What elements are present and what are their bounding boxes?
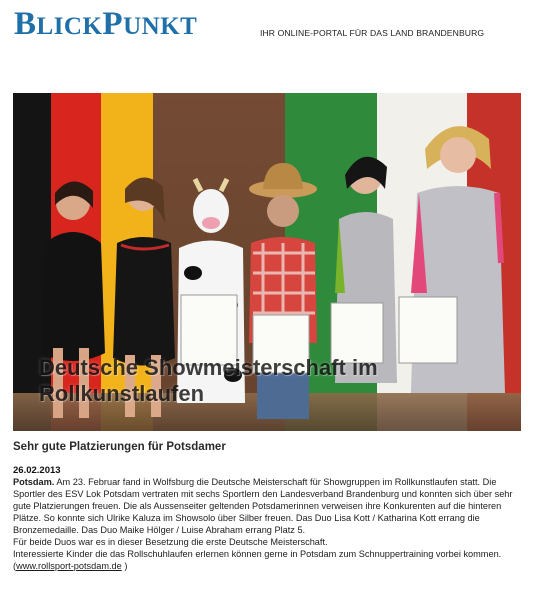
site-logo[interactable]: [14, 6, 197, 43]
article-body: [13, 476, 525, 572]
link-close-paren: ): [121, 561, 128, 571]
article-paragraph-1: [13, 476, 525, 536]
link-open-paren: (: [13, 561, 17, 571]
article-subheadline: Sehr gute Platzierungen für Potsdamer: [13, 441, 226, 453]
photo-headline-overlay: Deutsche Showmeisterschaft im Rollkunstlaufen: [39, 355, 378, 406]
article-photo: [13, 93, 521, 431]
club-website-link[interactable]: www.rollsport-potsdam.de: [16, 561, 122, 571]
logo-rest-lick: LICK: [36, 13, 103, 40]
logo-rest-unkt: UNKT: [123, 13, 198, 40]
article-date: 26.02.2013: [13, 465, 61, 476]
article-paragraph-3-text: Interessierte Kinder die das Rollschuhlaufen erlernen können gerne in Potsdam zum Schnuppertraining vorbei kommen.: [13, 549, 502, 559]
logo-initial-p: P: [102, 6, 124, 42]
article-paragraph-2: Für beide Duos war es in dieser Besetzung die erste Deutsche Meisterschaft.: [13, 537, 328, 547]
dateline-place: Potsdam.: [13, 477, 55, 487]
site-tagline: IHR ONLINE-PORTAL FÜR DAS LAND BRANDENBURG: [260, 28, 485, 38]
article-paragraph-3: [13, 548, 525, 572]
article-paragraph-1-text: Am 23. Februar fand in Wolfsburg die Deutsche Meisterschaft für Showgruppen im Rollkunstlaufen statt. Die Sportler des ESV Lok Potsdam vertraten mit sechs Sportlern den Landesverband Brandenburg und konnten sich über sehr gute Platzierungen freuen. Die als Aussenseiter geltenden Potsdamerinnen verweisen ihre Konkurenten auf die hinteren Plätze. So konnte sich Ulrike Kaluza im Showsolo über Silber freuen. Das Duo Lisa Kott / Katharina Kott errang die Bronzemedaille. Das Duo Maike Hölger / Luise Abraham errang Platz 5.: [13, 477, 513, 535]
logo-initial-b: B: [14, 6, 37, 42]
